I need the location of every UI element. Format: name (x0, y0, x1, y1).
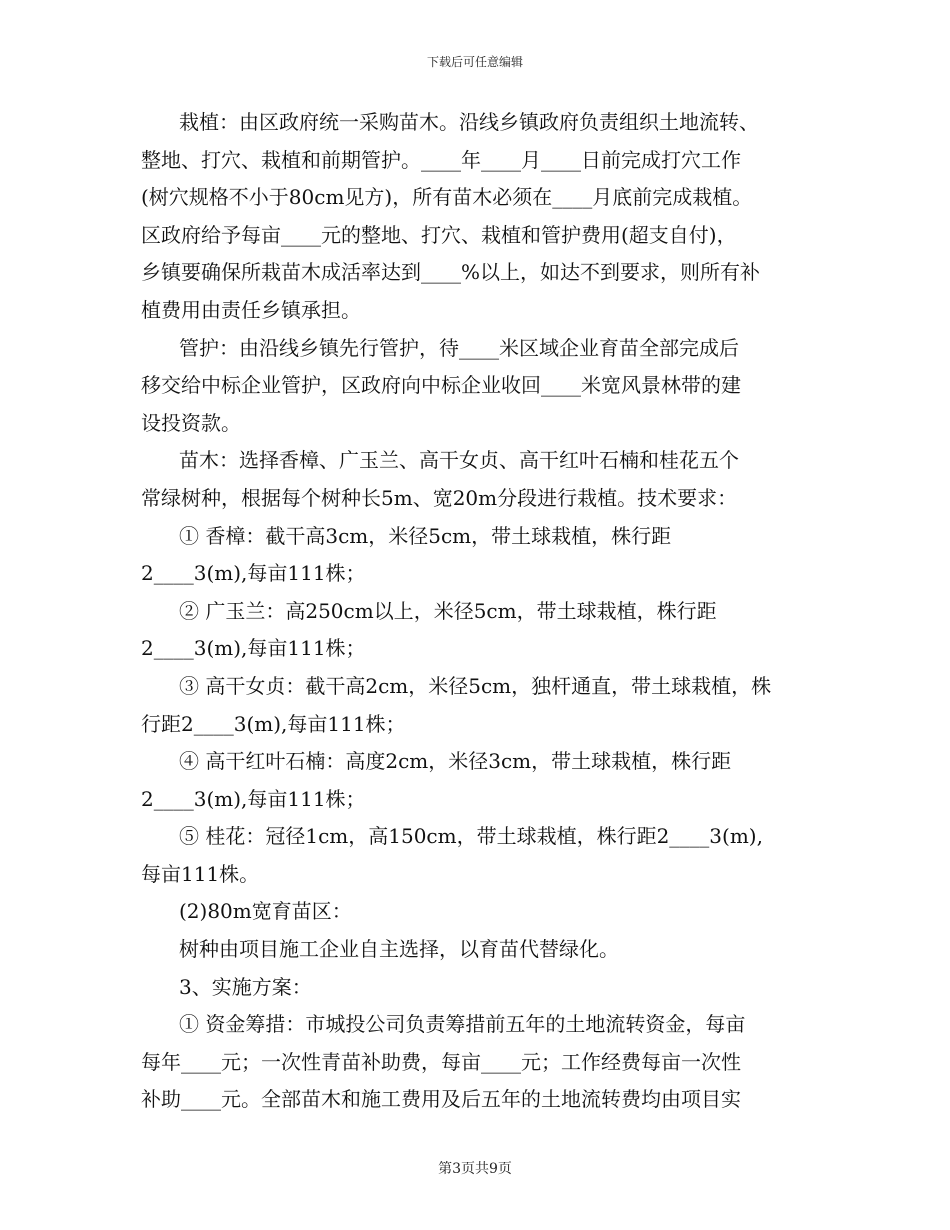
text-line: (2)80m宽育苗区： (179, 899, 352, 924)
text-line: 苗木：选择香樟、广玉兰、高干女贞、高干红叶石楠和桂花五个 (179, 448, 739, 473)
text-line: 常绿树种，根据每个树种长5m、宽20m分段进行栽植。技术要求： (141, 485, 738, 510)
text-line: 植费用由责任乡镇承担。 (141, 297, 361, 322)
text-line: 2____3(m),每亩111株； (141, 636, 366, 661)
text-line: 树种由项目施工企业自主选择，以育苗代替绿化。 (179, 937, 619, 962)
text-line: 2____3(m),每亩111株； (141, 786, 366, 811)
text-line: 整地、打穴、栽植和前期管护。____年____月____日前完成打穴工作 (141, 147, 741, 172)
text-line: 乡镇要确保所栽苗木成活率达到____%以上，如达不到要求，则所有补 (141, 260, 761, 285)
text-line: 3、实施方案： (179, 974, 312, 999)
text-line: ④ 高干红叶石楠：高度2cm，米径3cm，带土球栽植，株行距 (179, 749, 732, 774)
document-body (141, 104, 821, 1119)
text-line: (树穴规格不小于80cm见方)，所有苗木必须在____月底前完成栽植。 (141, 185, 753, 210)
text-line: 每亩111株。 (141, 861, 260, 886)
text-line: 行距2____3(m),每亩111株； (141, 711, 406, 736)
text-line: ① 香樟：截干高3cm，米径5cm，带土球栽植，株行距 (179, 523, 672, 548)
text-line: 区政府给予每亩____元的整地、打穴、栽植和管护费用(超支自付)， (141, 222, 737, 247)
text-line: 每年____元；一次性青苗补助费，每亩____元；工作经费每亩一次性 (141, 1049, 741, 1074)
text-line: 管护：由沿线乡镇先行管护，待____米区域企业育苗全部完成后 (179, 335, 739, 360)
page-footer: 第3页共9页 (438, 1161, 512, 1177)
text-line: 2____3(m),每亩111株； (141, 561, 366, 586)
text-line: 移交给中标企业管护，区政府向中标企业收回____米宽风景林带的建 (141, 373, 741, 398)
text-line: 补助____元。全部苗木和施工费用及后五年的土地流转费均由项目实 (141, 1087, 741, 1112)
text-line: ⑤ 桂花：冠径1cm，高150cm，带土球栽植，株行距2____3(m), (179, 824, 763, 849)
page-header: 下载后可任意编辑 (426, 55, 523, 69)
text-line: 栽植：由区政府统一采购苗木。沿线乡镇政府负责组织土地流转、 (179, 110, 759, 134)
text-line: ① 资金筹措：市城投公司负责筹措前五年的土地流转资金，每亩 (179, 1012, 746, 1037)
text-line: ② 广玉兰：高250cm以上，米径5cm，带土球栽植，株行距 (179, 598, 717, 623)
text-line: ③ 高干女贞：截干高2cm，米径5cm，独杆通直，带土球栽植，株 (179, 673, 772, 698)
text-line: 设投资款。 (141, 410, 241, 435)
